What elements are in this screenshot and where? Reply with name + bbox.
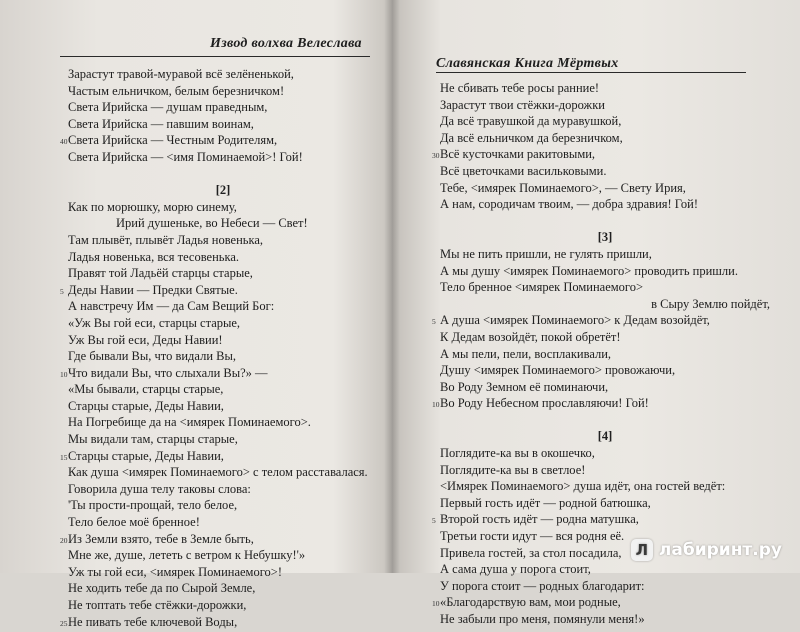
verse-line: [68, 497, 378, 514]
verse-line: [68, 116, 378, 133]
line-text: Не забыли про меня, помянули меня!»: [440, 612, 645, 626]
verse-line: [68, 514, 378, 531]
verse-line: [440, 296, 770, 313]
verse-line: [68, 166, 378, 183]
line-number: 20: [60, 535, 68, 545]
line-number: 10: [60, 369, 68, 379]
verse-line: [60, 365, 378, 382]
line-text: А навстречу Им — да Сам Вещий Бог:: [68, 299, 275, 314]
verse-line: [68, 249, 378, 266]
line-text: Мы не пить пришли, не гулять пришли,: [440, 246, 652, 261]
line-text: Не сбивать тебе росы ранние!: [440, 81, 600, 95]
verse-line: [440, 163, 770, 180]
section-heading: [440, 428, 770, 445]
line-text: Деды Навии — Предки Святые.: [68, 282, 238, 297]
left-page: [0, 0, 392, 629]
verse-line: [440, 346, 770, 363]
line-text: Тебе, <имярек Поминаемого>, — Свету Ирия,: [440, 180, 686, 195]
line-text: Там плывёт, плывёт Ладья новенька,: [68, 232, 264, 247]
line-text: Второй гость идёт — родна матушка,: [440, 512, 639, 527]
line-text: Где бывали Вы, что видали Вы,: [68, 349, 236, 364]
verse-line: [60, 531, 378, 548]
line-text: Говорила душа телу таковы слова:: [68, 481, 251, 496]
verse-line: [68, 547, 378, 564]
line-text: Уж ты гой еси, <имярек Поминаемого>!: [68, 564, 282, 579]
line-text: Мне же, душе, лететь с ветром к Небушку!'»: [68, 548, 306, 563]
verse-line: [68, 298, 378, 315]
line-text: Как по морюшку, морю синему,: [68, 199, 237, 214]
line-text: Да всё травушкой да муравушкой,: [440, 114, 622, 129]
verse-line: [68, 199, 378, 216]
line-text: Не пивать тебе ключевой Воды,: [68, 614, 238, 629]
line-text: Тело бренное <имярек Поминаемого>: [440, 280, 644, 295]
verse-line: [68, 597, 378, 614]
verse-line: [68, 83, 378, 100]
verse-line: [68, 332, 378, 349]
line-text: Ирий душеньке, во Небеси — Свет!: [116, 216, 308, 231]
line-text: Уж Вы гой еси, Деды Навии!: [68, 332, 223, 347]
line-number: 25: [60, 618, 68, 628]
line-text: Зарастут твои стёжки-дорожки: [440, 97, 605, 112]
labirint-logo-icon: Л: [631, 539, 653, 561]
line-text: Мы видали там, старцы старые,: [68, 432, 238, 447]
verse-line: [440, 561, 770, 578]
verse-line: [432, 146, 770, 163]
verse-line: [68, 381, 378, 398]
verse-line: [440, 246, 770, 263]
line-number: 5: [60, 286, 64, 296]
verse-line: [440, 196, 770, 213]
verse-line: [440, 412, 770, 429]
verse-line: [68, 414, 378, 431]
verse-line: [68, 464, 378, 481]
verse-line: [68, 564, 378, 581]
section-heading: [440, 229, 770, 246]
right-page-header: Славянская Книга Мёртвых: [436, 56, 619, 71]
line-text: <Имярек Поминаемого> душа идёт, она гостей ведёт:: [440, 479, 726, 494]
line-text: Тело белое моё бренное!: [68, 515, 200, 530]
verse-line: [440, 180, 770, 197]
verse-line: [68, 481, 378, 498]
verse-line: [440, 97, 770, 114]
line-text: А сама душа у порога стоит,: [440, 562, 591, 577]
verse-line: [68, 232, 378, 249]
section-heading: [68, 182, 378, 199]
verse-line: [68, 265, 378, 282]
verse-line: [440, 478, 770, 495]
line-text: Всё цветочками васильковыми.: [440, 163, 607, 178]
verse-line: [60, 614, 378, 631]
verse-line: [440, 80, 770, 97]
line-text: А мы душу <имярек Поминаемого> проводить пришли.: [440, 263, 738, 278]
line-number: 30: [432, 151, 440, 161]
line-text: А мы пели, пели, восплакивали,: [440, 346, 612, 361]
left-header-rule: [60, 56, 370, 57]
verse-line: [68, 149, 378, 166]
line-text: Да всё ельничком да березничком,: [440, 130, 623, 145]
verse-line: [440, 279, 770, 296]
verse-line: [68, 315, 378, 332]
line-text: «Благодарствую вам, мои родные,: [440, 595, 621, 610]
watermark-text: лабиринт.ру: [658, 540, 782, 560]
line-text: [2]: [215, 183, 231, 198]
line-number: 5: [432, 516, 436, 526]
verse-line: [440, 495, 770, 512]
line-text: А нам, сородичам твоим, — добра здравия! Гой!: [440, 197, 699, 212]
verse-line: [60, 448, 378, 465]
line-text: Первый гость идёт — родной батюшка,: [440, 495, 651, 510]
verse-line: [68, 431, 378, 448]
verse-line: [68, 66, 378, 83]
line-text: Что видали Вы, что слыхали Вы?» —: [68, 365, 268, 380]
line-text: «Уж Вы гой еси, старцы старые,: [68, 315, 241, 330]
verse-line: [432, 594, 770, 611]
verse-line: [440, 379, 770, 396]
line-number: 40: [60, 137, 68, 147]
line-text: Привела гостей, за стол посадила,: [440, 545, 622, 560]
line-text: Не ходить тебе да по Сырой Земле,: [68, 581, 256, 596]
line-text: Света Ирийска — павшим воинам,: [68, 116, 254, 131]
line-text: У порога стоит — родных благодарит:: [440, 578, 645, 593]
verse-line: [68, 348, 378, 365]
line-text: Поглядите-ка вы в окошечко,: [440, 446, 595, 461]
line-text: Во Роду Земном её поминаючи,: [440, 379, 609, 394]
verse-line: [68, 398, 378, 415]
line-text: Всё кусточками ракитовыми,: [440, 147, 596, 162]
line-text: Зарастут травой-муравой всё зелёненькой,: [68, 67, 294, 81]
verse-line: [68, 580, 378, 597]
verse-line: [440, 113, 770, 130]
line-text: «Мы бывали, старцы старые,: [68, 382, 224, 397]
verse-line: [440, 445, 770, 462]
line-text: К Дедам возойдёт, покой обретёт!: [440, 329, 621, 344]
verse-line: [60, 282, 378, 299]
line-text: Поглядите-ка вы в светлое!: [440, 462, 586, 477]
verse-line: [432, 511, 770, 528]
line-number: 5: [432, 317, 436, 327]
line-text: А душа <имярек Поминаемого> к Дедам возойдёт,: [440, 313, 710, 328]
line-text: [4]: [597, 429, 613, 444]
verse-line: [440, 130, 770, 147]
verse-line: [60, 132, 378, 149]
verse-line: [432, 312, 770, 329]
line-text: Света Ирийска — <имя Поминаемой>! Гой!: [68, 149, 303, 164]
line-text: На Погребище да на <имярек Поминаемого>.: [68, 415, 311, 430]
line-text: Света Ирийска — Честным Родителям,: [68, 133, 278, 148]
line-text: [3]: [597, 230, 613, 245]
verse-line: [440, 213, 770, 230]
line-number: 15: [60, 452, 68, 462]
line-text: Во Роду Небесном прославляючи! Гой!: [440, 396, 649, 411]
right-page: [392, 0, 800, 626]
verse-line: [440, 329, 770, 346]
line-text: Из Земли взято, тебе в Земле быть,: [68, 531, 254, 546]
verse-line: [440, 611, 770, 628]
verse-line: [68, 99, 378, 116]
verse-line: [440, 462, 770, 479]
verse-line: [68, 215, 378, 232]
line-number: 10: [432, 400, 440, 410]
verse-line: [432, 395, 770, 412]
line-text: Старцы старые, Деды Навии,: [68, 448, 224, 463]
line-number: 10: [432, 599, 440, 609]
line-text: Правят той Ладьёй старцы старые,: [68, 266, 253, 281]
line-text: Душу <имярек Поминаемого> провожаючи,: [440, 363, 676, 378]
line-text: Ладья новенька, вся тесовенька.: [68, 249, 240, 264]
line-text: 'Ты прости-прощай, тело белое,: [68, 498, 238, 513]
line-text: Старцы старые, Деды Навии,: [68, 398, 224, 413]
left-page-header: Извод волхва Велеслава: [210, 36, 362, 51]
left-page-text: [60, 66, 378, 630]
line-text: Частым ельничком, белым березничком!: [68, 83, 285, 98]
line-text: Не топтать тебе стёжки-дорожки,: [68, 598, 247, 612]
right-header-rule: [436, 72, 746, 73]
labirint-watermark: [631, 539, 782, 561]
verse-line: [440, 263, 770, 280]
line-text: Третьи гости идут — вся родня её.: [440, 529, 625, 544]
line-text: в Сыру Землю пойдёт,: [651, 296, 770, 311]
verse-line: [440, 578, 770, 595]
book-gutter-shadow: [384, 0, 400, 573]
verse-line: [440, 362, 770, 379]
line-text: Как душа <имярек Поминаемого> с телом расставалася.: [68, 465, 368, 480]
line-text: Света Ирийска — душам праведным,: [68, 100, 268, 115]
